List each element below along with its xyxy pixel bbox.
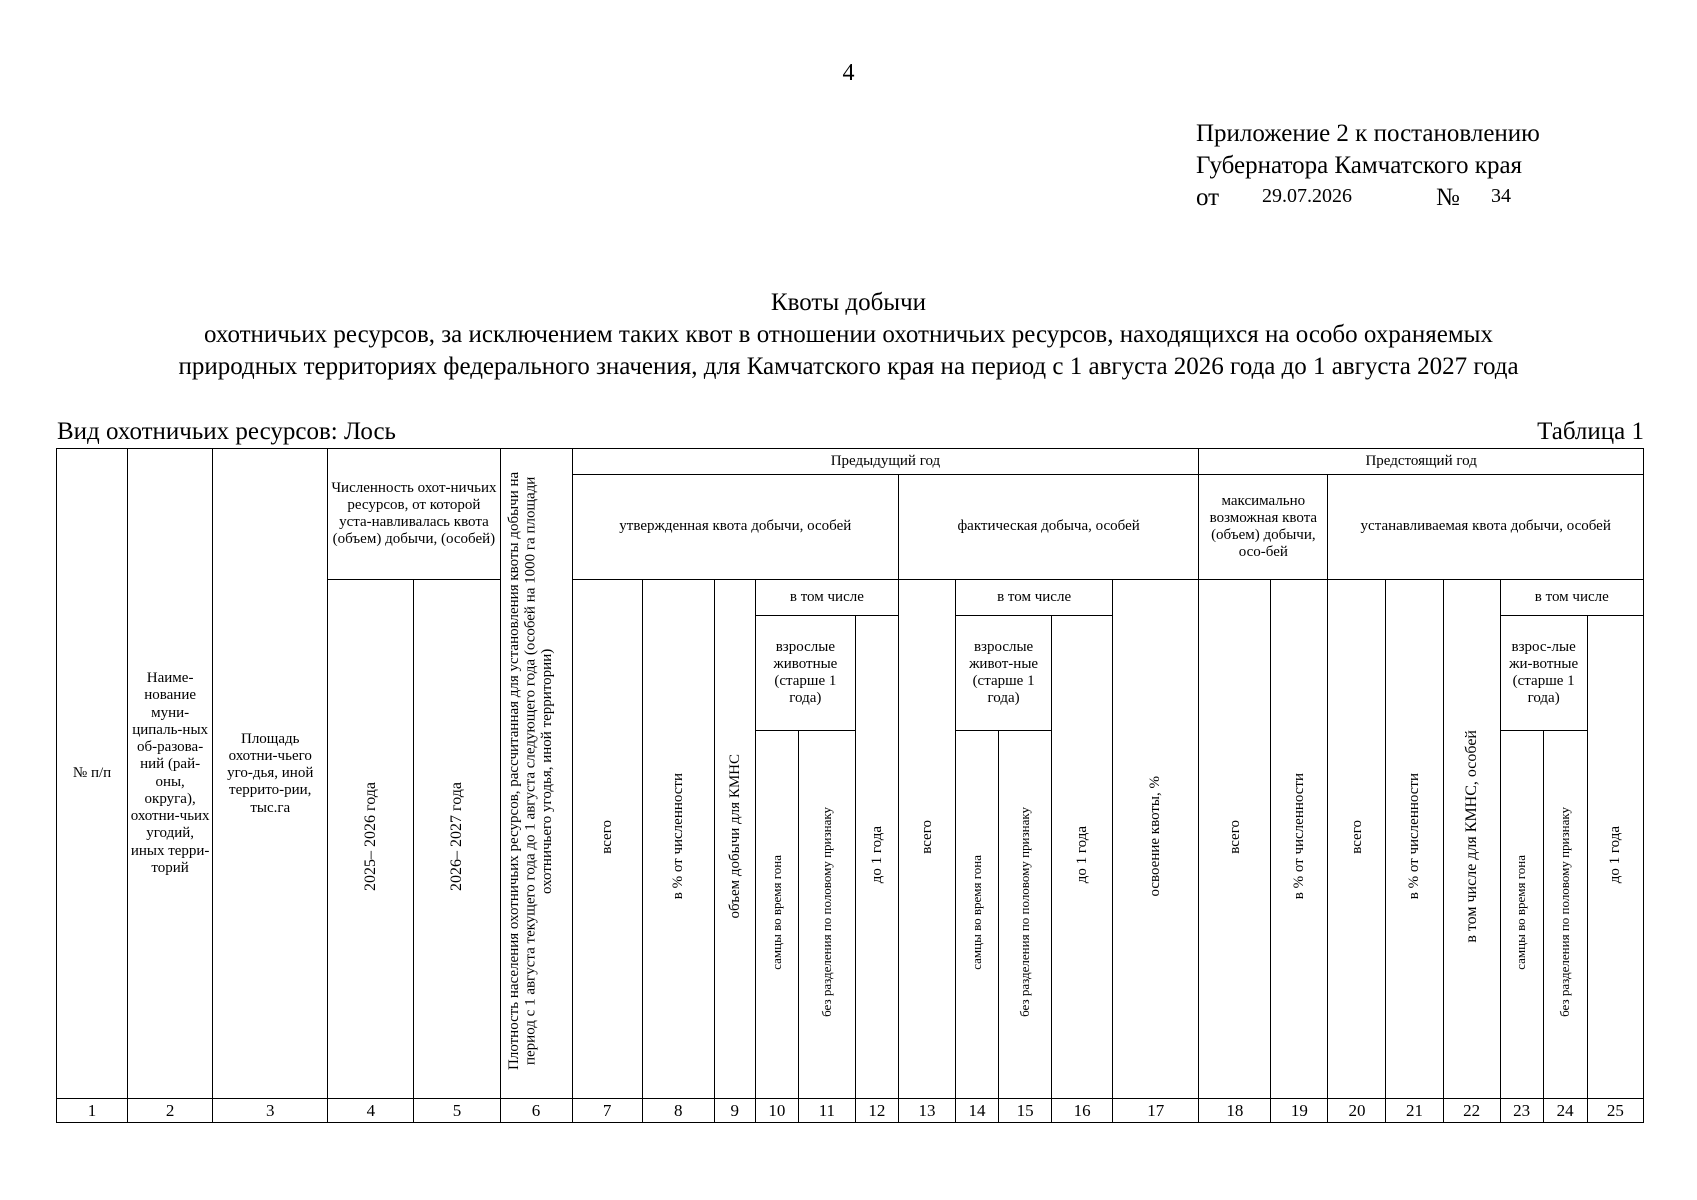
column-number: 2 — [128, 1099, 213, 1123]
header-previous-year: Предыдущий год — [572, 449, 1199, 475]
title-line-1: Квоты добычи — [770, 289, 927, 316]
header-kmns-volume: объем добычи для КМНС — [714, 580, 755, 1099]
column-number: 12 — [855, 1099, 898, 1123]
header-actual-under-1: до 1 года — [1052, 616, 1113, 1099]
appendix-date-row — [1196, 182, 1540, 212]
document-number: 34 — [1491, 185, 1511, 207]
header-pop-2025: 2025– 2026 года — [328, 580, 414, 1099]
header-density: Плотность населения охотничьих ресурсов, рассчитанная для установления квоты добычи на период с 1 августа текущего года до 1 августа следующего года (особей на 1000 га площади охотничьего угодья, иной территории) — [500, 449, 572, 1099]
header-actual-harvest: фактическая добыча, особей — [898, 475, 1198, 580]
column-number: 6 — [500, 1099, 572, 1123]
column-number: 15 — [999, 1099, 1052, 1123]
header-set-adults: взрос-лые жи-вотные (старше 1 года) — [1500, 616, 1587, 731]
header-actual-males: самцы во время гона — [956, 731, 999, 1099]
header-approved-including: в том числе — [755, 580, 898, 616]
header-set-pct: в % от численности — [1386, 580, 1443, 1099]
column-number: 8 — [642, 1099, 714, 1123]
column-number: 4 — [328, 1099, 414, 1123]
column-number: 24 — [1543, 1099, 1587, 1123]
column-number: 14 — [956, 1099, 999, 1123]
header-set-under-1: до 1 года — [1587, 616, 1643, 1099]
column-number: 23 — [1500, 1099, 1543, 1123]
header-actual-total: всего — [898, 580, 955, 1099]
appendix-line-2: Губернатора Камчатского края — [1196, 152, 1523, 179]
column-number: 13 — [898, 1099, 955, 1123]
title-line-2: охотничьих ресурсов, за исключением таких квот в отношении охотничьих ресурсов, находящихся на особо охраняемых — [204, 321, 1493, 348]
title-line-3: природных территориях федерального значения, для Камчатского края на период с 1 августа 2026 года до 1 августа 2027 года — [178, 353, 1519, 380]
resource-type: Вид охотничьих ресурсов: Лось — [57, 418, 396, 445]
header-max-quota: максимально возможная квота (объем) добычи, осо-бей — [1199, 475, 1328, 580]
column-number: 1 — [57, 1099, 128, 1123]
header-actual-including: в том числе — [956, 580, 1113, 616]
header-population: Численность охот-ничьих ресурсов, от которой уста-навливалась квота (объем) добычи, (особей) — [328, 449, 500, 580]
header-approved-no-split: без разделения по половому признаку — [798, 731, 855, 1099]
header-no: № п/п — [57, 449, 128, 1099]
column-number: 11 — [798, 1099, 855, 1123]
header-approved-males: самцы во время гона — [755, 731, 798, 1099]
header-approved-pct: в % от численности — [642, 580, 714, 1099]
header-set-males: самцы во время гона — [1500, 731, 1543, 1099]
header-quota-use: освоение квоты, % — [1113, 580, 1199, 1099]
appendix-header — [1196, 118, 1540, 212]
header-pop-2026: 2026– 2027 года — [414, 580, 500, 1099]
column-number: 25 — [1587, 1099, 1643, 1123]
header-approved-quota: утвержденная квота добычи, особей — [572, 475, 898, 580]
number-label: № — [1436, 184, 1460, 211]
header-max-pct: в % от численности — [1271, 580, 1328, 1099]
header-area: Площадь охотни-чьего уго-дья, иной террито-рии, тыс.га — [213, 449, 328, 1099]
header-max-total: всего — [1199, 580, 1271, 1099]
column-number: 21 — [1386, 1099, 1443, 1123]
quota-table — [56, 448, 1644, 1123]
header-set-including: в том числе — [1500, 580, 1643, 616]
header-actual-adults: взрослые живот-ные (старше 1 года) — [956, 616, 1052, 731]
header-approved-total: всего — [572, 580, 642, 1099]
column-number: 22 — [1443, 1099, 1500, 1123]
header-set-quota: устанавливаемая квота добычи, особей — [1328, 475, 1644, 580]
appendix-line-1: Приложение 2 к постановлению — [1196, 120, 1540, 147]
column-number: 5 — [414, 1099, 500, 1123]
table-label: Таблица 1 — [1537, 418, 1644, 445]
column-number-row — [57, 1099, 1644, 1123]
column-number: 9 — [714, 1099, 755, 1123]
header-set-total: всего — [1328, 580, 1386, 1099]
column-number: 18 — [1199, 1099, 1271, 1123]
column-number: 7 — [572, 1099, 642, 1123]
column-number: 20 — [1328, 1099, 1386, 1123]
header-actual-no-split: без разделения по половому признаку — [999, 731, 1052, 1099]
header-incl-kmns: в том числе для КМНС, особей — [1443, 580, 1500, 1099]
column-number: 19 — [1271, 1099, 1328, 1123]
column-number: 16 — [1052, 1099, 1113, 1123]
document-date: 29.07.2026 — [1262, 185, 1352, 207]
column-number: 17 — [1113, 1099, 1199, 1123]
page-number: 4 — [842, 60, 855, 86]
header-set-no-split: без разделения по половому признаку — [1543, 731, 1587, 1099]
column-number: 3 — [213, 1099, 328, 1123]
header-upcoming-year: Предстоящий год — [1199, 449, 1644, 475]
from-label: от — [1196, 184, 1220, 211]
document-title — [0, 287, 1697, 383]
header-approved-under-1: до 1 года — [855, 616, 898, 1099]
header-approved-adults: взрослые животные (старше 1 года) — [755, 616, 855, 731]
header-municipality: Наиме-нование муни-ципаль-ных об-разова-ний (рай-оны, округа), охотни-чьих угодий, иных терри-торий — [128, 449, 213, 1099]
column-number: 10 — [755, 1099, 798, 1123]
